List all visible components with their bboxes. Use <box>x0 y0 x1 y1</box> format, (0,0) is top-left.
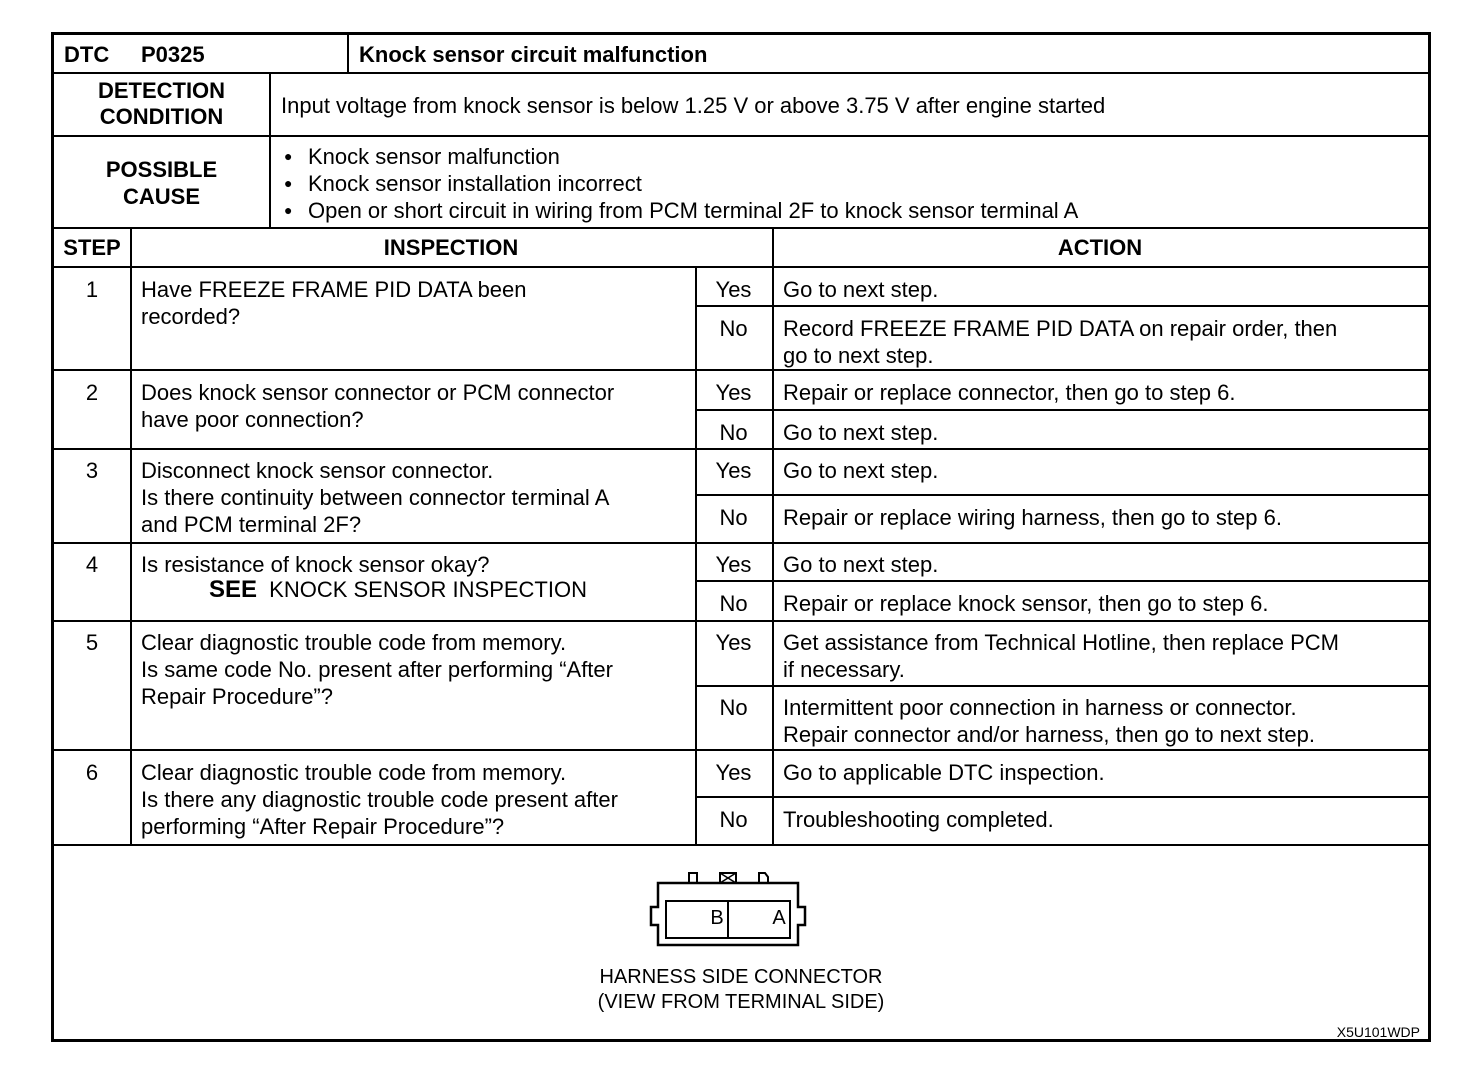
inspection-header: INSPECTION <box>383 235 519 260</box>
dtc-label: DTC <box>64 42 110 67</box>
step-number: 1 <box>85 277 99 302</box>
step-number: 2 <box>85 380 99 405</box>
step-inspection: Does knock sensor connector or PCM connector have poor connection? <box>141 380 615 432</box>
no-action: Repair or replace wiring harness, then go to step 6. <box>783 505 1282 530</box>
step-number: 5 <box>85 630 99 655</box>
detection-label: DETECTION CONDITION <box>97 78 226 129</box>
cause-item: ● Knock sensor installation incorrect <box>278 170 1078 197</box>
step-inspection: Have FREEZE FRAME PID DATA been recorded? <box>141 277 527 329</box>
no-action: Record FREEZE FRAME PID DATA on repair order, then go to next step. <box>783 316 1338 368</box>
step-number: 6 <box>85 760 99 785</box>
dtc-code: P0325 <box>141 42 205 67</box>
figure-id: X5U101WDP <box>1336 1024 1420 1040</box>
yes-action: Get assistance from Technical Hotline, then replace PCM if necessary. <box>783 630 1339 682</box>
see-reference: SEE KNOCK SENSOR INSPECTION <box>209 576 587 603</box>
no-action: Troubleshooting completed. <box>783 807 1054 832</box>
detection-text: Input voltage from knock sensor is below 1.25 V or above 3.75 V after engine started <box>281 93 1106 118</box>
yes-label: Yes <box>715 760 752 785</box>
step-inspection: Clear diagnostic trouble code from memory. Is there any diagnostic trouble code present after performing “After Repair Procedure”? <box>141 760 618 839</box>
yes-action: Go to next step. <box>783 277 939 302</box>
yes-label: Yes <box>715 458 752 483</box>
no-label: No <box>719 695 748 720</box>
step-number: 4 <box>85 552 99 577</box>
no-label: No <box>719 316 748 341</box>
yes-label: Yes <box>715 277 752 302</box>
connector-caption: HARNESS SIDE CONNECTOR (VIEW FROM TERMINAL SIDE) <box>597 966 885 1013</box>
step-inspection: Disconnect knock sensor connector. Is there continuity between connector terminal A and PCM terminal 2F? <box>141 458 610 537</box>
no-action: Go to next step. <box>783 420 939 445</box>
cause-item: ● Knock sensor malfunction <box>278 143 1078 170</box>
yes-action: Go to next step. <box>783 458 939 483</box>
no-label: No <box>719 420 748 445</box>
step-header: STEP <box>63 235 121 260</box>
no-label: No <box>719 591 748 616</box>
step-inspection: Clear diagnostic trouble code from memory. Is same code No. present after performing “After Repair Procedure”? <box>141 630 613 709</box>
action-header: ACTION <box>1057 235 1143 260</box>
dtc-table <box>51 32 1431 1042</box>
terminal-b: B <box>710 907 724 929</box>
dtc-title: Knock sensor circuit malfunction <box>359 42 708 67</box>
yes-label: Yes <box>715 380 752 405</box>
key-tab <box>759 873 768 883</box>
no-label: No <box>719 505 748 530</box>
yes-action: Go to next step. <box>783 552 939 577</box>
latch-tab <box>689 873 697 883</box>
possible-cause-list <box>278 143 1078 224</box>
yes-action: Go to applicable DTC inspection. <box>783 760 1105 785</box>
yes-label: Yes <box>715 552 752 577</box>
no-action: Intermittent poor connection in harness or connector. Repair connector and/or harness, then go to next step. <box>783 695 1315 747</box>
no-action: Repair or replace knock sensor, then go to step 6. <box>783 591 1269 616</box>
possible-cause-label: POSSIBLE CAUSE <box>105 157 218 209</box>
step-inspection: Is resistance of knock sensor okay? <box>141 552 490 577</box>
cause-item: ● Open or short circuit in wiring from PCM terminal 2F to knock sensor terminal A <box>278 197 1078 224</box>
yes-action: Repair or replace connector, then go to step 6. <box>783 380 1236 405</box>
terminal-a: A <box>772 907 786 929</box>
step-number: 3 <box>85 458 99 483</box>
no-label: No <box>719 807 748 832</box>
yes-label: Yes <box>715 630 752 655</box>
